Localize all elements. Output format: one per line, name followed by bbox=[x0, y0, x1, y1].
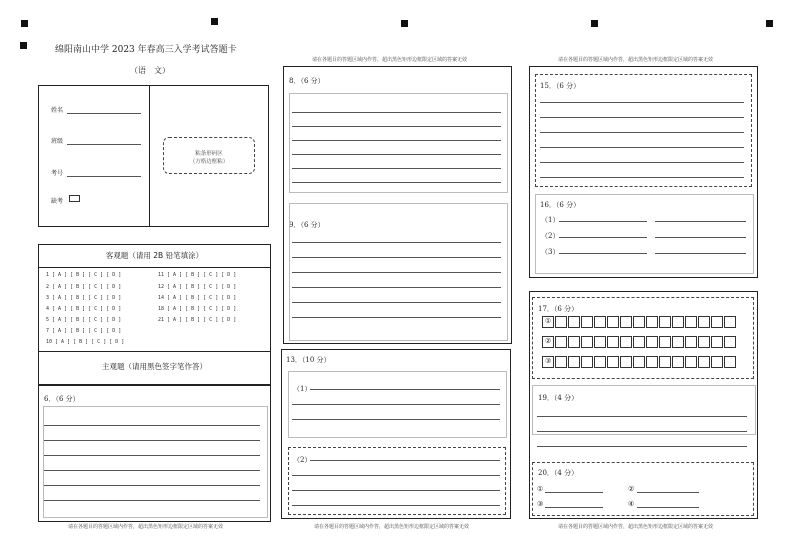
grid-cell[interactable] bbox=[646, 336, 658, 348]
grid-cell[interactable] bbox=[594, 316, 606, 328]
grid-cell[interactable] bbox=[620, 316, 632, 328]
mcq-row[interactable]: 14 [ A ] [ B ] [ C ] [ D ] bbox=[158, 295, 237, 301]
subject-label: （语 文） bbox=[130, 66, 170, 75]
grid-cell[interactable] bbox=[555, 356, 567, 368]
divider bbox=[149, 86, 150, 226]
answer-line bbox=[292, 126, 501, 127]
grid-cell[interactable] bbox=[607, 316, 619, 328]
answer-line bbox=[540, 132, 744, 133]
grid-cell[interactable] bbox=[581, 356, 593, 368]
grid-cell[interactable] bbox=[724, 316, 736, 328]
grid-cell[interactable] bbox=[568, 336, 580, 348]
answer-line bbox=[310, 460, 500, 461]
sub-question-label: ④ bbox=[628, 500, 635, 508]
registration-mark bbox=[591, 20, 598, 27]
question-15-16-box bbox=[529, 66, 758, 278]
absent-checkbox[interactable] bbox=[69, 195, 80, 202]
answer-area[interactable] bbox=[535, 74, 752, 187]
grid-cell[interactable] bbox=[646, 316, 658, 328]
answer-line bbox=[637, 507, 699, 508]
registration-mark bbox=[766, 20, 773, 27]
answer-line bbox=[44, 440, 260, 441]
answer-line bbox=[637, 492, 699, 493]
sub-question-label: （2） bbox=[293, 456, 312, 464]
question-label: 16．（6 分） bbox=[540, 201, 581, 209]
sub-question-label: （1） bbox=[541, 216, 560, 224]
grid-cell[interactable] bbox=[555, 316, 567, 328]
grid-cell[interactable] bbox=[685, 316, 697, 328]
mcq-row[interactable]: 1 [ A ] [ B ] [ C ] [ D ] bbox=[46, 272, 122, 278]
student-info-box bbox=[38, 85, 269, 227]
answer-line bbox=[655, 237, 746, 238]
sub-question-label: （2） bbox=[541, 232, 560, 240]
answer-line bbox=[540, 117, 744, 118]
grid-cell[interactable] bbox=[698, 316, 710, 328]
answer-line bbox=[292, 287, 501, 288]
question-label: 19．（4 分） bbox=[538, 394, 579, 402]
grid-cell[interactable] bbox=[568, 316, 580, 328]
answer-line bbox=[540, 102, 744, 103]
mcq-row[interactable]: 3 [ A ] [ B ] [ C ] [ D ] bbox=[46, 295, 122, 301]
question-label: 6．（6 分） bbox=[44, 395, 80, 403]
grid-cell[interactable] bbox=[672, 336, 684, 348]
answer-line bbox=[44, 500, 260, 501]
grid-cell[interactable] bbox=[620, 336, 632, 348]
question-label: 13．（10 分） bbox=[286, 356, 331, 364]
answer-line bbox=[292, 272, 501, 273]
grid-cell[interactable] bbox=[581, 336, 593, 348]
mcq-row[interactable]: 18 [ A ] [ B ] [ C ] [ D ] bbox=[158, 306, 237, 312]
answer-line bbox=[292, 242, 501, 243]
answer-line bbox=[292, 154, 501, 155]
grid-cell[interactable] bbox=[659, 356, 671, 368]
answer-line bbox=[537, 446, 747, 447]
grid-cell[interactable] bbox=[633, 356, 645, 368]
absent-label: 缺考 bbox=[51, 198, 64, 205]
grid-cell[interactable] bbox=[685, 356, 697, 368]
mcq-row[interactable]: 21 [ A ] [ B ] [ C ] [ D ] bbox=[158, 317, 237, 323]
answer-line bbox=[292, 317, 501, 318]
grid-cell[interactable] bbox=[724, 336, 736, 348]
answer-line bbox=[655, 253, 746, 254]
answer-area[interactable] bbox=[43, 406, 268, 518]
objective-section bbox=[38, 244, 271, 385]
grid-cell[interactable] bbox=[698, 356, 710, 368]
mcq-row[interactable]: 10 [ A ] [ B ] [ C ] [ D ] bbox=[46, 339, 125, 345]
grid-cell[interactable] bbox=[711, 356, 723, 368]
answer-line bbox=[559, 237, 647, 238]
grid-cell[interactable] bbox=[581, 316, 593, 328]
question-13-box bbox=[281, 349, 511, 519]
answer-line bbox=[545, 507, 603, 508]
answer-line bbox=[292, 302, 501, 303]
answer-line bbox=[310, 389, 500, 390]
answer-line bbox=[537, 431, 747, 432]
answer-line bbox=[292, 419, 500, 420]
class-label: 班级 bbox=[51, 138, 64, 145]
objective-title: 客观题（请用 2B 铅笔填涂） bbox=[39, 245, 270, 268]
answer-line bbox=[44, 455, 260, 456]
sub-question-label: ① bbox=[537, 485, 544, 493]
grid-cell[interactable] bbox=[685, 336, 697, 348]
answer-area[interactable] bbox=[532, 385, 756, 435]
answer-area[interactable] bbox=[535, 194, 754, 274]
sub-question-label: ② bbox=[628, 485, 635, 493]
barcode-area: 粘条形码区 （方格边框粘） bbox=[163, 137, 255, 174]
grid-cell[interactable] bbox=[711, 336, 723, 348]
notice-text: 请在各题目的答题区域内作答，超出黑色矩形边框限定区域的答案无效 bbox=[68, 524, 224, 530]
grid-cell[interactable] bbox=[594, 356, 606, 368]
mcq-row[interactable]: 11 [ A ] [ B ] [ C ] [ D ] bbox=[158, 272, 237, 278]
question-6-box bbox=[38, 385, 271, 522]
divider bbox=[39, 351, 270, 352]
class-field[interactable] bbox=[67, 144, 141, 145]
question-label: 17．（6 分） bbox=[538, 305, 579, 313]
answer-line bbox=[292, 257, 501, 258]
answer-line bbox=[44, 470, 260, 471]
grid-row-label: ③ bbox=[545, 357, 552, 365]
exam-no-label: 考号 bbox=[51, 170, 64, 177]
grid-cell[interactable] bbox=[724, 356, 736, 368]
answer-line bbox=[540, 177, 744, 178]
grid-cell[interactable] bbox=[555, 336, 567, 348]
mcq-row[interactable]: 2 [ A ] [ B ] [ C ] [ D ] bbox=[46, 284, 122, 290]
name-field[interactable] bbox=[67, 113, 141, 114]
grid-cell[interactable] bbox=[672, 316, 684, 328]
registration-mark bbox=[21, 20, 28, 27]
question-label: 20．（4 分） bbox=[538, 469, 579, 477]
answer-line bbox=[44, 485, 260, 486]
mcq-row[interactable]: 4 [ A ] [ B ] [ C ] [ D ] bbox=[46, 306, 122, 312]
mcq-row[interactable]: 5 [ A ] [ B ] [ C ] [ D ] bbox=[46, 317, 122, 323]
grid-cell[interactable] bbox=[659, 336, 671, 348]
sub-question-label: （3） bbox=[541, 248, 560, 256]
registration-mark bbox=[211, 18, 218, 25]
answer-line bbox=[545, 492, 603, 493]
answer-line bbox=[292, 140, 501, 141]
registration-mark bbox=[20, 42, 27, 49]
grid-row-label: ① bbox=[545, 317, 552, 325]
sub-question-label: ③ bbox=[537, 500, 544, 508]
notice-text: 请在各题目的答题区域内作答，超出黑色矩形边框限定区域的答案无效 bbox=[312, 57, 468, 63]
answer-line bbox=[537, 416, 747, 417]
answer-line bbox=[655, 221, 746, 222]
answer-line bbox=[540, 147, 744, 148]
notice-text: 请在各题目的答题区域内作答，超出黑色矩形边框限定区域的答案无效 bbox=[558, 524, 714, 530]
grid-cell[interactable] bbox=[607, 356, 619, 368]
answer-line bbox=[559, 221, 647, 222]
question-label: 15．（6 分） bbox=[540, 82, 581, 90]
notice-text: 请在各题目的答题区域内作答，超出黑色矩形边框限定区域的答案无效 bbox=[558, 57, 714, 63]
grid-cell[interactable] bbox=[594, 336, 606, 348]
grid-cell[interactable] bbox=[620, 356, 632, 368]
grid-cell[interactable] bbox=[568, 356, 580, 368]
answer-area[interactable] bbox=[289, 93, 508, 193]
sub-question-label: （1） bbox=[293, 385, 312, 393]
mcq-row[interactable]: 7 [ A ] [ B ] [ C ] [ D ] bbox=[46, 328, 122, 334]
answer-line bbox=[292, 490, 500, 491]
answer-line bbox=[292, 475, 500, 476]
answer-line bbox=[292, 168, 501, 169]
grid-cell[interactable] bbox=[633, 336, 645, 348]
answer-line bbox=[559, 253, 647, 254]
answer-line bbox=[540, 162, 744, 163]
grid-cell[interactable] bbox=[711, 316, 723, 328]
grid-row-label: ② bbox=[545, 337, 552, 345]
question-label: 9．（6 分） bbox=[289, 221, 325, 229]
answer-line bbox=[292, 404, 500, 405]
answer-line bbox=[292, 182, 501, 183]
page-title: 绵阳南山中学 2023 年春高三入学考试答题卡 bbox=[55, 45, 237, 55]
subjective-title: 主观题（请用黑色签字笔作答） bbox=[102, 362, 207, 371]
question-label: 8．（6 分） bbox=[289, 77, 325, 85]
grid-cell[interactable] bbox=[659, 316, 671, 328]
registration-mark bbox=[401, 20, 408, 27]
exam-no-field[interactable] bbox=[67, 176, 141, 177]
answer-line bbox=[44, 425, 260, 426]
name-label: 姓名 bbox=[51, 107, 64, 114]
grid-cell[interactable] bbox=[607, 336, 619, 348]
grid-cell[interactable] bbox=[698, 336, 710, 348]
grid-cell[interactable] bbox=[672, 356, 684, 368]
grid-cell[interactable] bbox=[646, 356, 658, 368]
notice-text: 请在各题目的答题区域内作答，超出黑色矩形边框限定区域的答案无效 bbox=[314, 524, 470, 530]
mcq-row[interactable]: 12 [ A ] [ B ] [ C ] [ D ] bbox=[158, 284, 237, 290]
grid-cell[interactable] bbox=[633, 316, 645, 328]
answer-line bbox=[292, 112, 501, 113]
answer-line bbox=[292, 505, 500, 506]
